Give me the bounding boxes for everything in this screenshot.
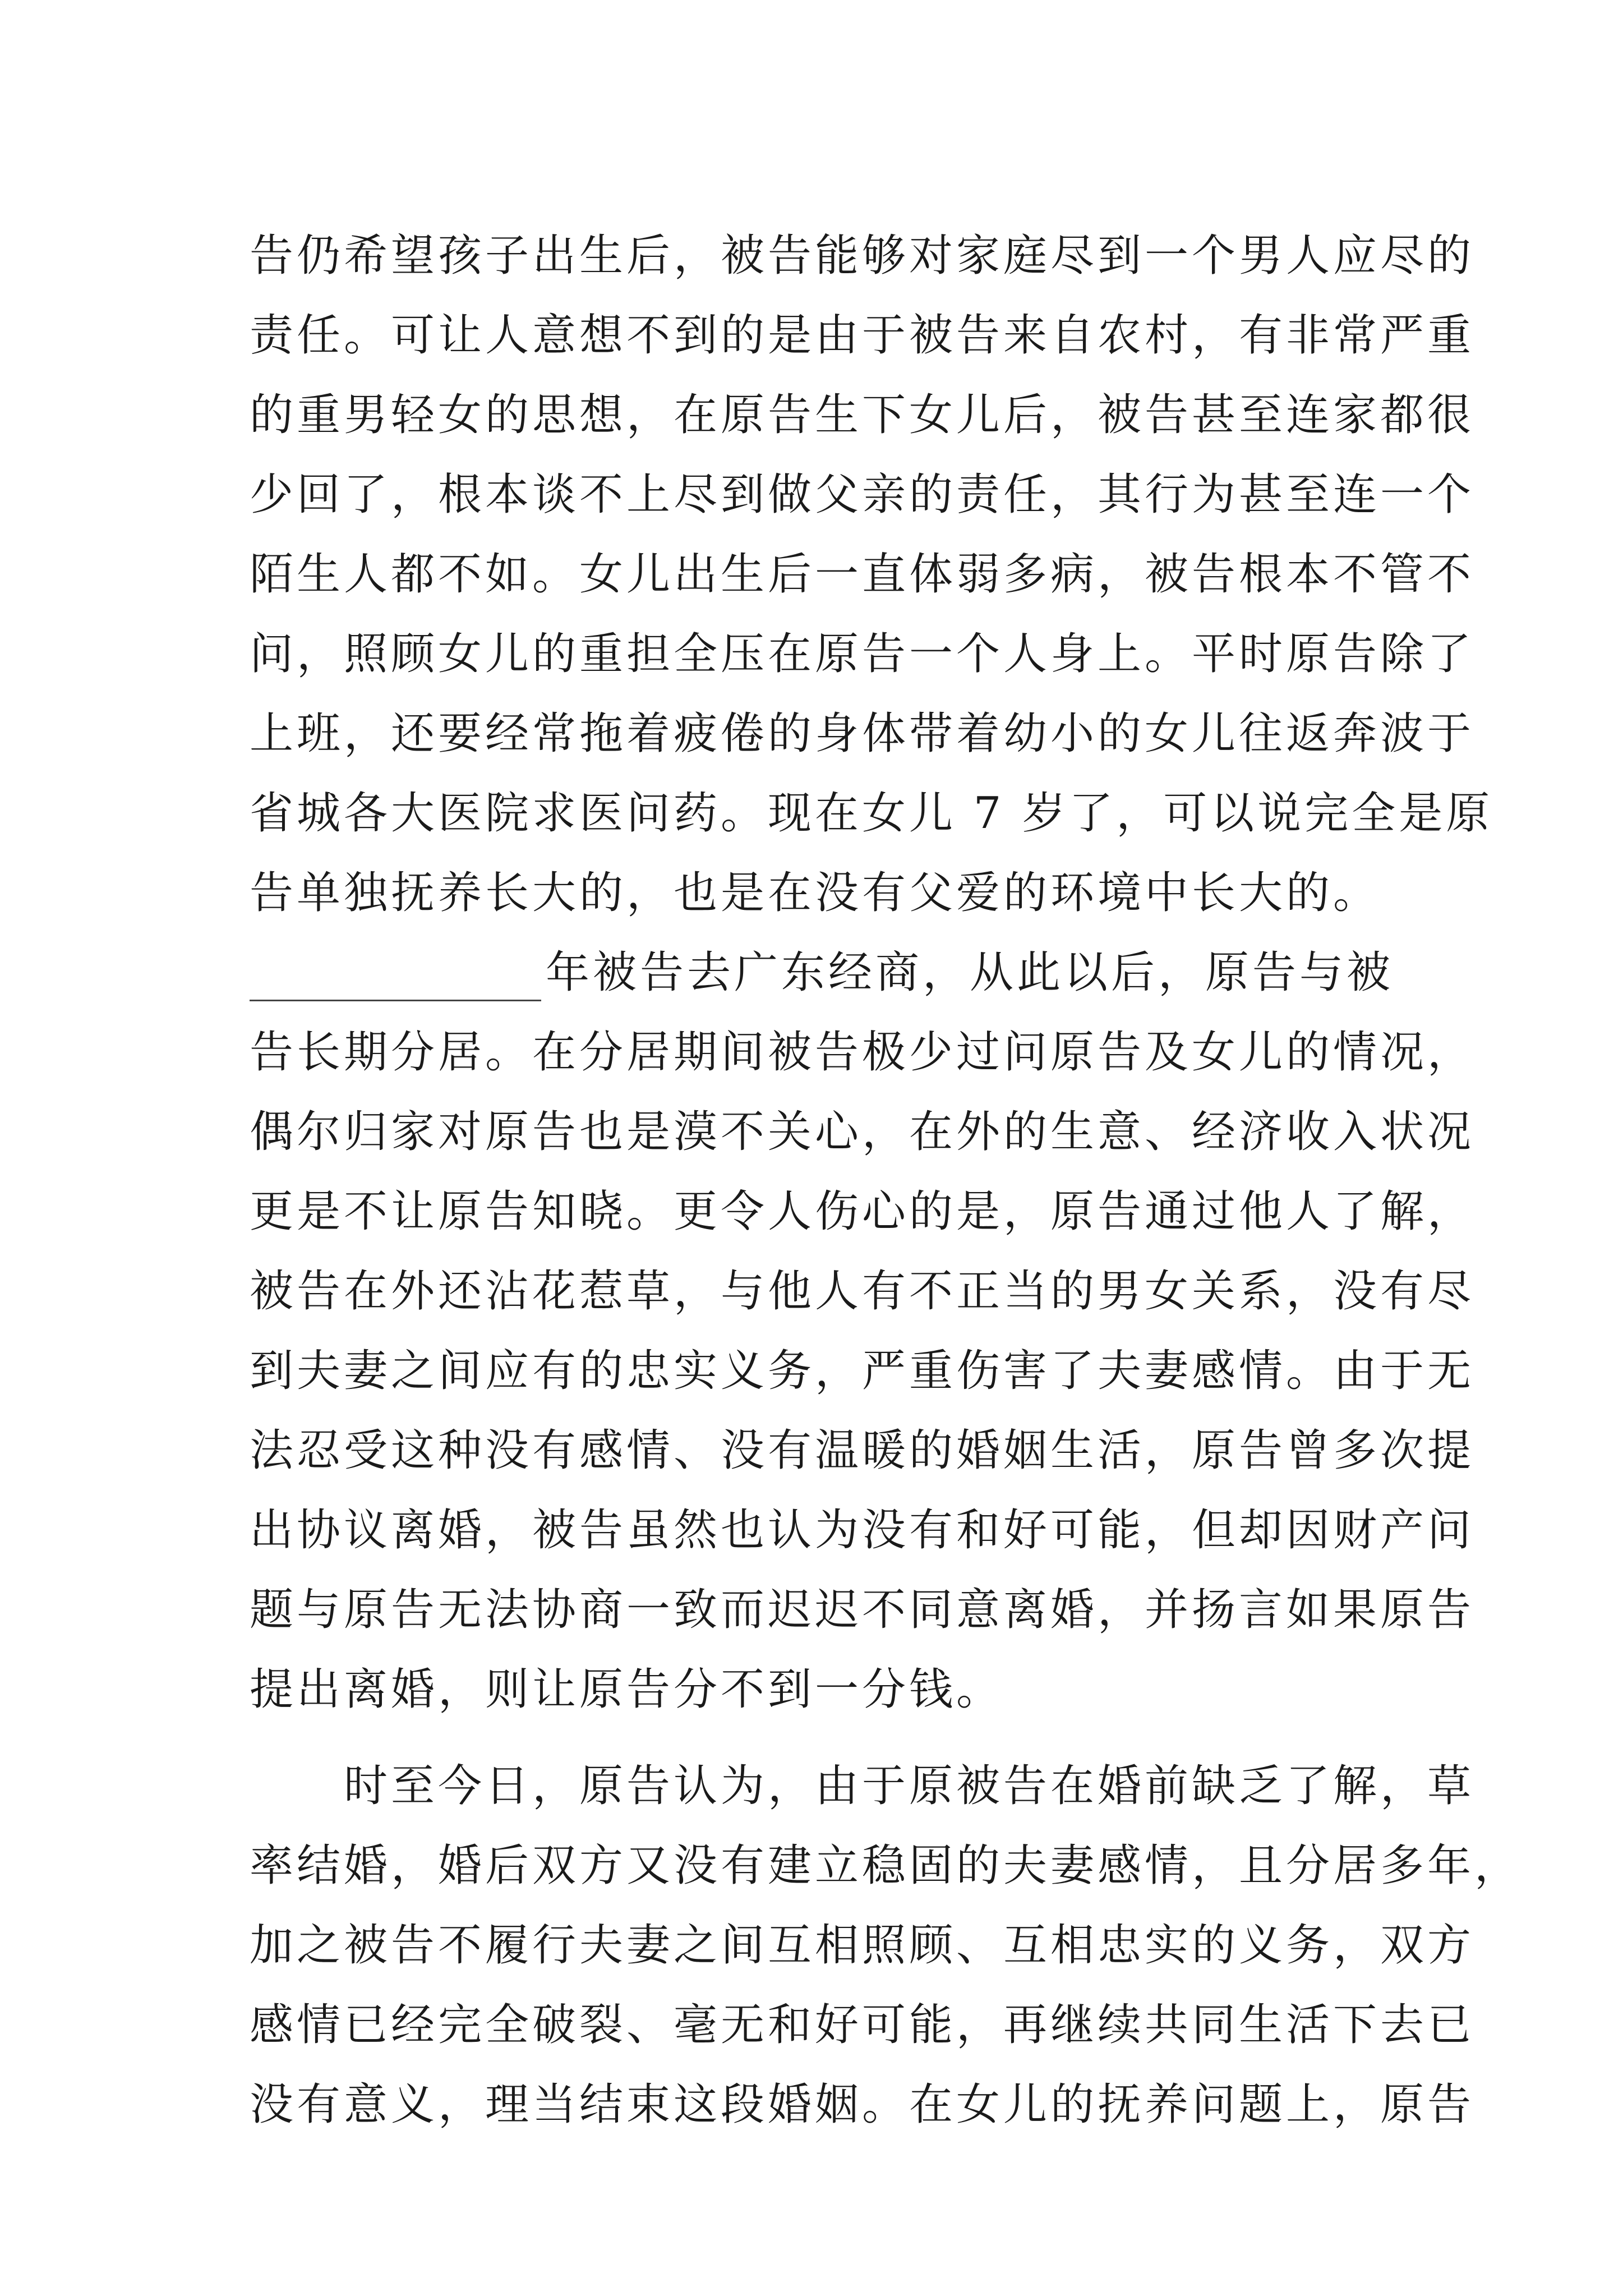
text-line: 少回了，根本谈不上尽到做父亲的责任，其行为甚至连一个 [250,470,1475,520]
text-line: 没有意义，理当结束这段婚姻。在女儿的抚养问题上，原告 [250,2079,1475,2130]
text-line: 告长期分居。在分居期间被告极少过问原告及女儿的情况， [250,1027,1475,1078]
text-line: 省城各大医院求医问药。现在女儿 7 岁了，可以说完全是原 [250,788,1493,839]
line-text: 年被告去广东经商，从此以后，原告与被 [545,947,1394,998]
text-line: 更是不让原告知晓。更令人伤心的是，原告通过他人了解， [250,1186,1475,1237]
text-line-with-blank [250,933,1394,1013]
document-body [250,216,1522,2145]
redacted-blank [250,956,541,1001]
text-line: 偶尔归家对原告也是漠不关心，在外的生意、经济收入状况 [250,1107,1475,1157]
text-line: 法忍受这种没有感情、没有温暖的婚姻生活，原告曾多次提 [250,1425,1475,1476]
text-line: 时至今日，原告认为，由于原被告在婚前缺乏了解，草 [250,1761,1475,1811]
text-line: 感情已经完全破裂、毫无和好可能，再继续共同生活下去已 [250,2000,1475,2050]
text-line: 题与原告无法协商一致而迟迟不同意离婚，并扬言如果原告 [250,1585,1475,1635]
text-line: 告单独抚养长大的，也是在没有父爱的环境中长大的。 [250,868,1381,918]
text-line: 责任。可让人意想不到的是由于被告来自农村，有非常严重 [250,310,1475,361]
text-line: 率结婚，婚后双方又没有建立稳固的夫妻感情，且分居多年， [250,1841,1522,1891]
paragraph-spacing [250,1729,1394,1746]
paragraph-3 [250,1746,1522,2145]
text-line: 出协议离婚，被告虽然也认为没有和好可能，但却因财产问 [250,1505,1475,1556]
text-line: 问，照顾女儿的重担全压在原告一个人身上。平时原告除了 [250,629,1475,679]
text-line: 到夫妻之间应有的忠实义务，严重伤害了夫妻感情。由于无 [250,1346,1475,1396]
paragraph-1 [250,216,1493,933]
text-line: 告仍希望孩子出生后，被告能够对家庭尽到一个男人应尽的 [250,231,1475,281]
text-line: 陌生人都不如。女儿出生后一直体弱多病，被告根本不管不 [250,549,1475,600]
text-line: 上班，还要经常拖着疲倦的身体带着幼小的女儿往返奔波于 [250,708,1475,759]
text-line: 加之被告不履行夫妻之间互相照顾、互相忠实的义务，双方 [250,1920,1475,1971]
text-line: 提出离婚，则让原告分不到一分钱。 [250,1664,1004,1715]
text-line: 的重男轻女的思想，在原告生下女儿后，被告甚至连家都很 [250,390,1475,440]
text-line: 被告在外还沾花惹草，与他人有不正当的男女关系，没有尽 [250,1266,1475,1317]
paragraph-2 [250,933,1475,1729]
